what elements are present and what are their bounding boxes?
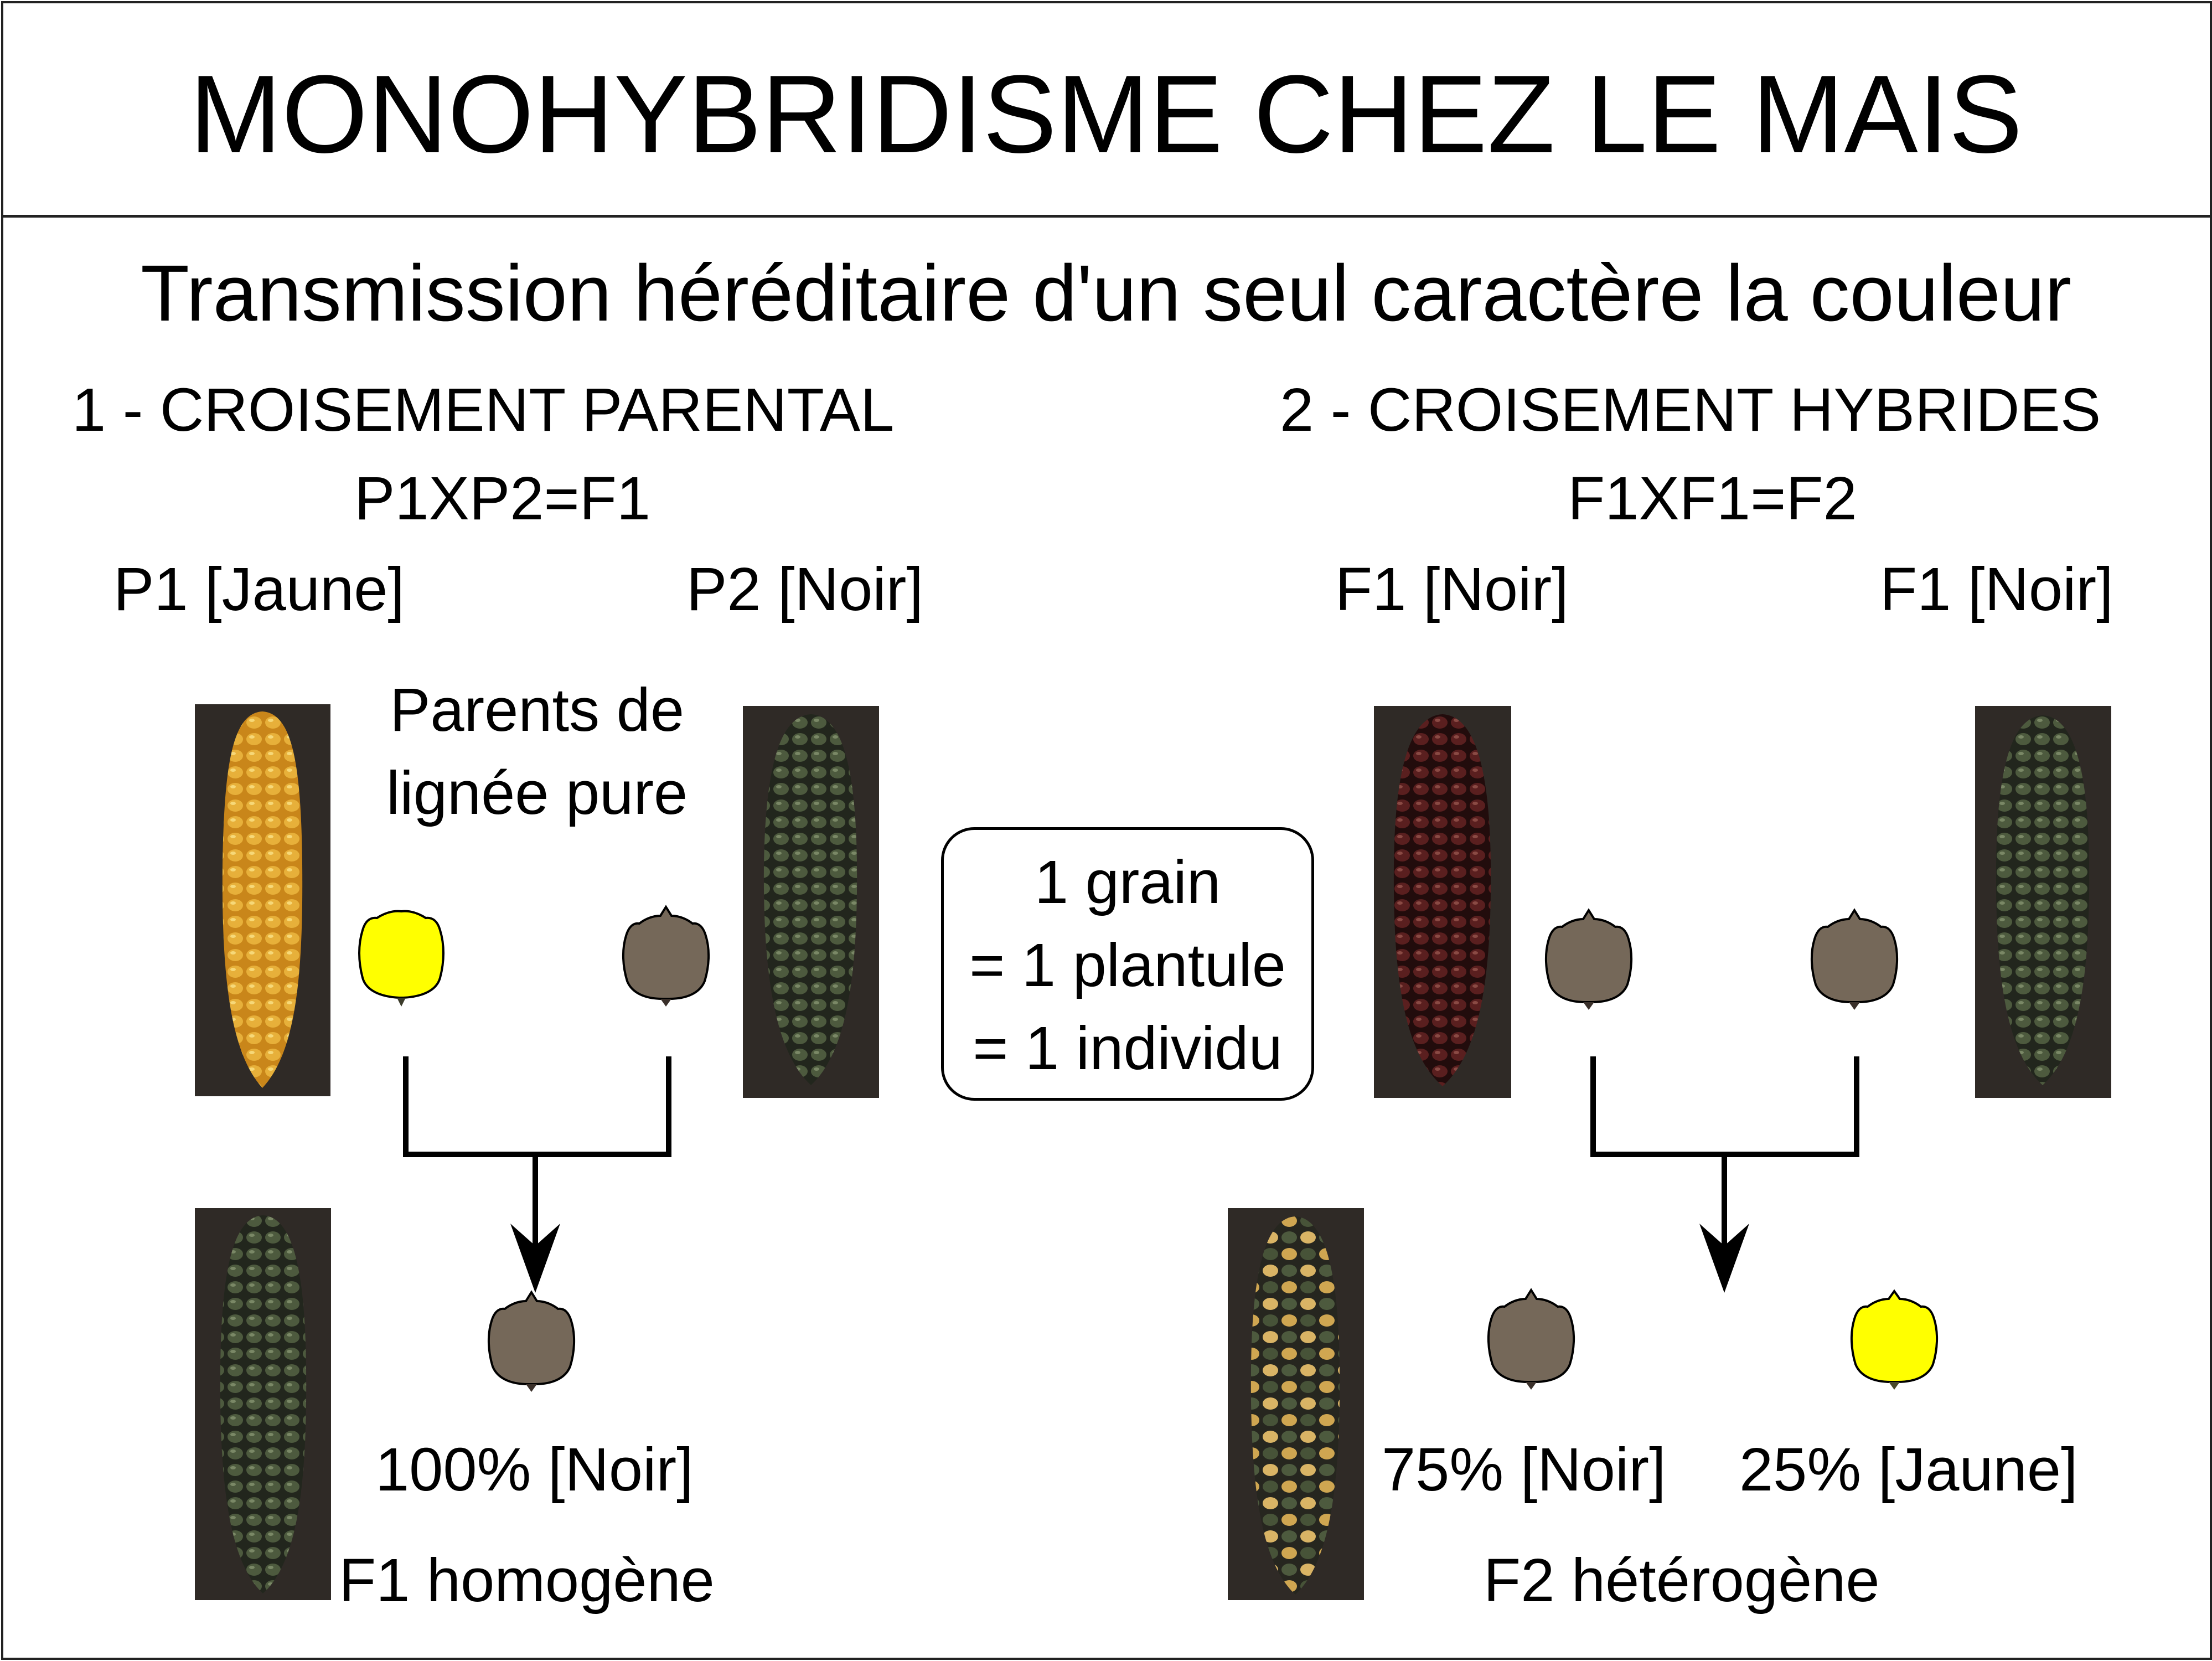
left-heading: 1 - CROISEMENT PARENTAL (72, 376, 895, 444)
pure-line-note-1: Parents de (389, 676, 684, 744)
corn-photo-dark-f1 (195, 1208, 331, 1600)
grain-black-f1-left-icon (1546, 910, 1631, 1010)
f2-result-note: F2 hétérogène (1484, 1546, 1880, 1614)
right-cross-connector (1593, 1056, 1857, 1273)
grain-yellow-p1-icon (359, 911, 443, 1007)
info-line-2: = 1 plantule (969, 931, 1286, 999)
grain-yellow-f2-result-icon (1852, 1291, 1937, 1390)
f1-result-percent: 100% [Noir] (375, 1436, 694, 1504)
right-formula: F1XF1=F2 (1568, 465, 1857, 533)
f2-result-black: 75% [Noir] (1382, 1436, 1666, 1504)
left-formula: P1XP2=F1 (354, 465, 651, 533)
f1-parent2-label: F1 [Noir] (1880, 555, 2113, 623)
grain-black-f2-result-icon (1489, 1290, 1574, 1390)
f2-result-yellow: 25% [Jaune] (1739, 1436, 2078, 1504)
corn-photo-mixed-f2 (1228, 1208, 1364, 1600)
corn-photo-dark-f1-right (1975, 706, 2111, 1098)
left-cross-connector (406, 1056, 669, 1273)
f1-parent1-label: F1 [Noir] (1335, 555, 1569, 623)
info-line-3: = 1 individu (973, 1014, 1283, 1082)
subtitle: Transmission héréditaire d'un seul caractère la couleur (141, 249, 2071, 338)
main-title: MONOHYBRIDISME CHEZ LE MAIS (189, 53, 2023, 176)
grain-black-f1-result-icon (489, 1292, 574, 1392)
parent1-label: P1 [Jaune] (113, 555, 405, 623)
parent2-label: P2 [Noir] (686, 555, 923, 623)
f1-result-note: F1 homogène (339, 1546, 715, 1614)
grain-black-f1-right-icon (1812, 910, 1897, 1010)
right-heading: 2 - CROISEMENT HYBRIDES (1280, 376, 2101, 444)
grain-black-p2-icon (623, 907, 709, 1007)
info-line-1: 1 grain (1034, 848, 1221, 916)
corn-photo-yellow-p1 (195, 704, 330, 1096)
corn-photo-dark-p2 (743, 706, 879, 1098)
pure-line-note-2: lignée pure (386, 759, 688, 827)
corn-photo-reddark-f1 (1374, 706, 1511, 1098)
